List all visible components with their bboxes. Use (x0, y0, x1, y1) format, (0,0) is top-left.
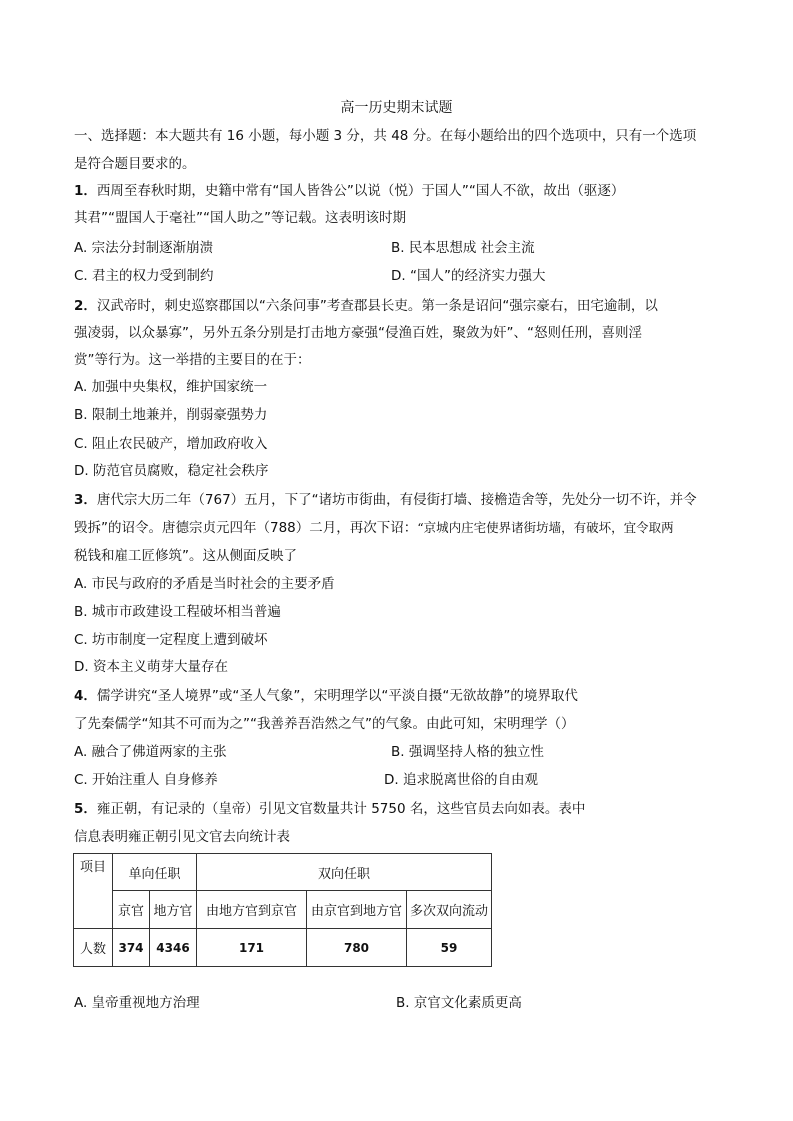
question-2-line3: 赏”等行为。这一举措的主要目的在于： (74, 352, 311, 368)
table-header-double: 双向任职 (197, 854, 492, 891)
quoted-edict: “京城内庄宅使界诸街坊墙，有破坏，宜令取两 (417, 520, 674, 535)
q3-option-b: B. 城市市政建设工程破坏相当普遍 (74, 604, 281, 620)
q1-option-b: B. 民本思想成 社会主流 (391, 240, 535, 256)
question-4-line1 (74, 687, 578, 705)
question-text: 毁拆”的诏令。唐德宗贞元四年（788）二月，再次下诏： (74, 520, 418, 536)
question-3-line3: 税钱和雇工匠修筑”。这从侧面反映了 (74, 548, 297, 564)
q2-option-d: D. 防范官员腐败，稳定社会秩序 (74, 463, 269, 479)
q2-option-b: B. 限制土地兼并，削弱豪强势力 (74, 407, 268, 423)
question-text: 儒学讲究“圣人境界”或“圣人气象”，宋明理学以“平淡自摄“无欲故静”的境界取代 (96, 688, 578, 704)
q1-option-c: C. 君主的权力受到制约 (74, 268, 214, 284)
question-number: 4． (74, 688, 97, 704)
question-5-line1 (74, 800, 585, 818)
table-subheader: 京官 (113, 891, 150, 929)
table-header-item: 项目 (74, 854, 113, 929)
question-3-line1 (74, 491, 697, 509)
question-3-line2 (74, 519, 674, 537)
question-text: 雍正朝，有记录的（皇帝）引见文官数量共计 5750 名，这些官员去向如表。表中 (96, 801, 586, 817)
question-number: 3． (74, 492, 97, 508)
table-cell: 59 (407, 929, 492, 967)
question-2-line1 (74, 297, 658, 315)
question-number: 1． (74, 183, 97, 199)
q4-option-c: C. 开始注重人 自身修养 (74, 772, 218, 788)
q4-option-d: D. 追求脱离世俗的自由观 (384, 772, 538, 788)
question-5-line2: 信息表明雍正朝引见文官去向统计表 (74, 829, 290, 845)
question-2-line2: 强凌弱，以众暴寡”，另外五条分别是打击地方豪强“侵渔百姓，聚敛为奸”、“怒则任刑，喜则淫 (74, 325, 642, 341)
question-number: 2． (74, 298, 97, 314)
question-number: 5． (74, 801, 97, 817)
q3-option-d: D. 资本主义萌芽大量存在 (74, 659, 228, 675)
q3-option-c: C. 坊市制度一定程度上遭到破坏 (74, 632, 268, 648)
question-1-line1 (74, 182, 624, 200)
q5-option-b: B. 京官文化素质更高 (396, 995, 522, 1011)
question-text: 唐代宗大历二年（767）五月，下了“诸坊市街曲，有侵街打墙、接檐造舍等，先处分一切不许，并令 (96, 492, 697, 508)
q4-option-b: B. 强调坚持人格的独立性 (391, 744, 544, 760)
table-row-label: 人数 (74, 929, 113, 967)
q3-option-a: A. 市民与政府的矛盾是当时社会的主要矛盾 (74, 576, 335, 592)
question-text: 西周至春秋时期，史籍中常有“国人皆咎公”以说（悦）于国人”“国人不欲，故出（驱逐） (96, 183, 625, 199)
q2-option-c: C. 阻止农民破产，增加政府收入 (74, 436, 268, 452)
page-title: 高一历史期末试题 (340, 100, 453, 116)
table-header-single: 单向任职 (113, 854, 197, 891)
table-subheader: 地方官 (150, 891, 197, 929)
section-instruction-line2: 是符合题目要求的。 (74, 156, 196, 172)
official-statistics-table (73, 853, 492, 967)
question-text: 汉武帝时，刺史巡察郡国以“六条问事”考查郡县长吏。第一条是诏问“强宗豪右，田宅逾制，以 (96, 298, 658, 314)
q1-option-d: D. “国人”的经济实力强大 (391, 268, 546, 284)
q2-option-a: A. 加强中央集权，维护国家统一 (74, 379, 268, 395)
question-1-line2: 其君”“盟国人于毫社”“国人助之”等记载。这表明该时期 (74, 210, 406, 226)
question-4-line2: 了先秦儒学“知其不可而为之”“我善养吾浩然之气”的气象。由此可知，宋明理学（） (74, 716, 575, 732)
table-cell: 780 (307, 929, 407, 967)
table-cell: 374 (113, 929, 150, 967)
section-instruction-line1: 一、选择题：本大题共有 16 小题，每小题 3 分，共 48 分。在每小题给出的四个选项中，只有一个选项 (74, 128, 697, 144)
table-subheader: 由京官到地方官 (307, 891, 407, 929)
q1-option-a: A. 宗法分封制逐渐崩溃 (74, 240, 214, 256)
table-subheader: 由地方官到京官 (197, 891, 307, 929)
table-subheader: 多次双向流动 (407, 891, 492, 929)
table-cell: 171 (197, 929, 307, 967)
q5-option-a: A. 皇帝重视地方治理 (74, 995, 200, 1011)
table-cell: 4346 (150, 929, 197, 967)
q4-option-a: A. 融合了佛道两家的主张 (74, 744, 227, 760)
